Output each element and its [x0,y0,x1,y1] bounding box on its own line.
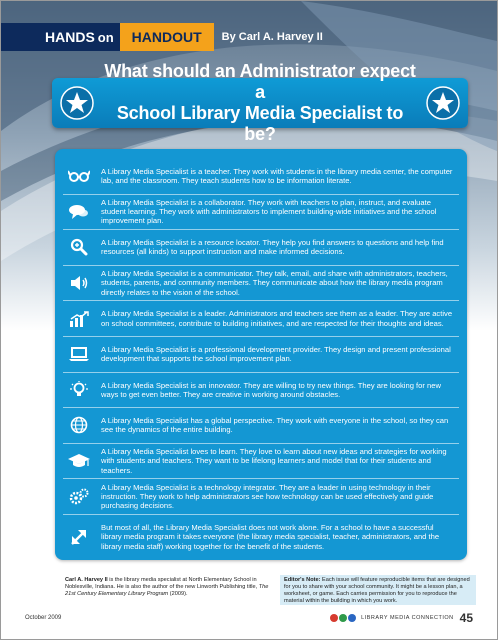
laptop-icon [63,340,95,368]
roles-list [55,149,467,559]
author-bio [65,577,275,598]
glasses-icon [63,162,95,190]
list-item-text: A Library Media Specialist has a global perspective. They work with everyone in the school, so they can see the dynamics of the entire building. [101,416,449,435]
magnifier-icon [63,233,95,261]
roles-panel [55,149,467,560]
speaker-icon [63,269,95,297]
star-icon [60,86,94,120]
list-item [63,444,459,480]
issue-date: October 2009 [25,615,62,621]
hands-word: HANDS [45,29,95,45]
page-footer [330,611,473,625]
globe-icon [63,411,95,439]
list-item [63,479,459,515]
bio-text: is the library media specialist at North Elementary School in Noblesville, Indiana. He is also the author of the new Linworth Publishing title, [65,577,259,590]
magazine-name: LIBRARY MEDIA CONNECTION [361,615,454,621]
handout-header [1,23,361,51]
title-banner [52,61,468,144]
list-item [63,159,459,195]
list-item-text: A Library Media Specialist is a professional development provider. They design and present professional development that supports the school improvement plan. [101,345,451,364]
list-item-text: A Library Media Specialist is a teacher. They work with students in the library media center, the computer lab, and the classroom. They teach students how to be information literate. [101,167,453,186]
list-item-text: A Library Media Specialist is a technology integrator. They are a leader in using technology in their instruction. They work to help administrators see how technology can be used effectively and guide purchasing decisions. [101,482,434,511]
page-number: 45 [459,611,473,625]
list-item [63,301,459,337]
list-item [63,515,459,559]
list-item [63,373,459,409]
list-item [63,337,459,373]
list-item [63,230,459,266]
book-title: The 21st Century Elementary Library Program [65,584,269,597]
bio-year: (2009). [168,591,188,597]
author-name: Carl A. Harvey II [65,577,108,583]
list-item-text: A Library Media Specialist is a leader. Administrators and teachers see them as a leader. They are active on school committees, contribute to building initiatives, and are respected for their thoughts and ideas. [101,309,453,328]
growth-chart-icon [63,305,95,333]
star-icon [426,86,460,120]
title-line-1: What should an Administrator expect a [104,61,416,102]
list-item-text: A Library Media Specialist is an innovator. They are willing to try new things. They are looking for new ways to get even better. They are creative in working around obstacles. [101,380,441,399]
list-item-text: A Library Media Specialist is a resource locator. They help you find answers to questions and help find resources (all kinds) to support instruction and make informed decisions. [101,238,444,257]
list-item [63,266,459,302]
gears-icon [63,483,95,511]
graduation-cap-icon [63,447,95,475]
page-title [102,61,418,145]
list-item-text: But most of all, the Library Media Specialist does not work alone. For a school to have a successful library media program it takes everyone (the library media specialist, teacher, administrators, and the library media staff) working together for the benefit of the students. [101,523,440,551]
list-item [63,408,459,444]
on-word: on [97,29,114,45]
lightbulb-icon [63,376,95,404]
list-item-text: A Library Media Specialist loves to learn. They love to learn about new ideas and strategies for working with students and teachers. They want to be lifelong learners and model that for their students and teachers. [101,447,447,475]
editors-note [280,575,476,605]
list-item-text: A Library Media Specialist is a communicator. They talk, email, and share with administrators, teachers, students, parents, and community members. They communicate about how the library media program directly relates to the vision of the school. [101,269,448,297]
handout-word: HANDOUT [131,29,202,45]
editors-note-text: Each issue will feature reproducible items that are designed for you to share with your school community. It might be a lesson plan, a worksheet, or game. Each carries permission for you to reproduce the material within the building in which you work. [284,577,470,604]
list-item [63,195,459,231]
magazine-logo-icon [330,614,357,622]
diagonal-arrow-icon [63,523,95,551]
handout-label [120,23,214,51]
editors-note-label: Editor's Note: [284,577,321,583]
hands-on-label [1,23,120,51]
author-byline: By Carl A. Harvey II [221,31,323,43]
list-item-text: A Library Media Specialist is a collaborator. They work with teachers to plan, instruct, and evaluate student learning. They work with administrators to implement building-wide initiatives and the school improvement plan. [101,198,437,226]
title-line-2: School Library Media Specialist to be? [116,103,404,144]
speech-bubbles-icon [63,198,95,226]
